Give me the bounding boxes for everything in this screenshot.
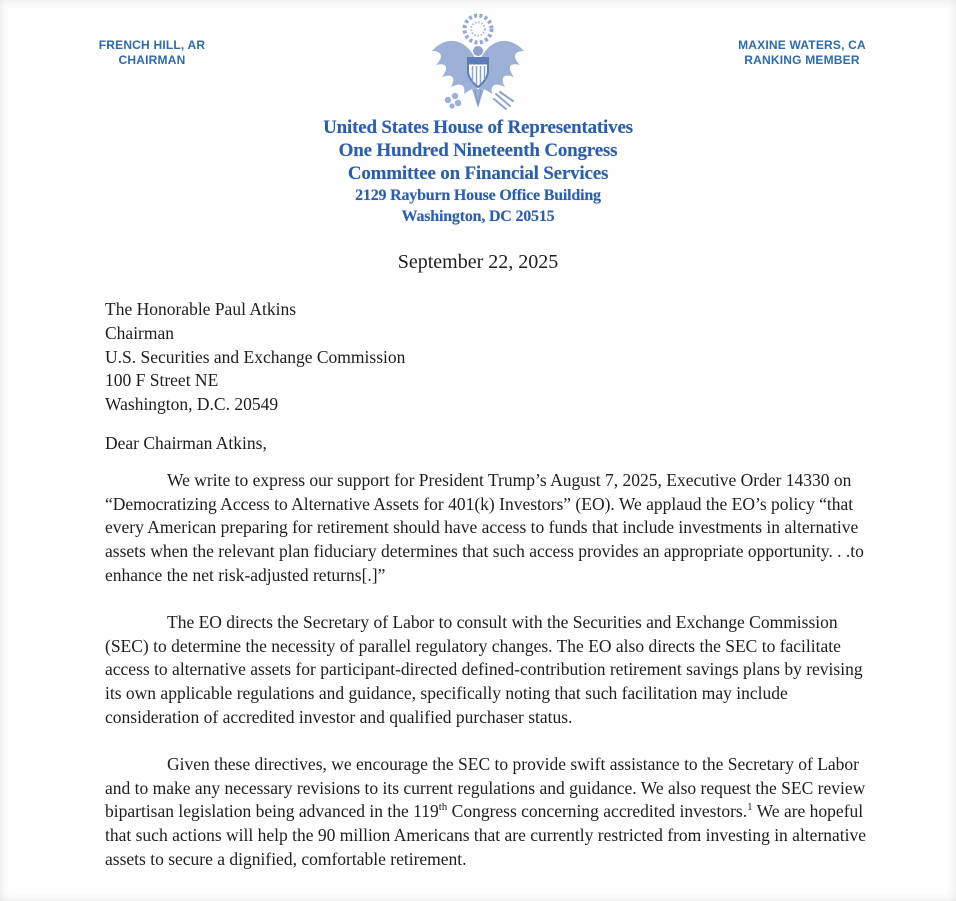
letterhead-line-congress: One Hundred Nineteenth Congress (338, 140, 618, 161)
recipient-org: U.S. Securities and Exchange Commission (105, 346, 406, 367)
letter-body (105, 469, 872, 872)
paragraph: Given these directives, we encourage the SEC to provide swift assistance to the Secretary of Labor and to make any necessary revisions to its current regulations and guidance. We also request the SEC review bipartisan legislation being advanced in the 119th Congress concerning accredited investors.$^1$ We are hopeful that such actions will help the 90 million Americans that are currently restricted from investing in alternative assets to secure a dignified, comfortable retirement. (105, 753, 867, 869)
recipient-street: 100 F Street NE (105, 370, 219, 391)
letterhead-line-building: 2129 Rayburn House Office Building (355, 187, 601, 204)
chairman-block (92, 38, 212, 68)
letter-date: September 22, 2025 (397, 251, 559, 273)
ranking-member-title: RANKING MEMBER (744, 53, 860, 67)
recipient-address (105, 298, 872, 417)
salutation: Dear Chairman Atkins, (105, 432, 267, 453)
chairman-name: FRENCH HILL, AR (98, 38, 206, 52)
paragraph: We write to express our support for President Trump’s August 7, 2025, Executive Order 14330 on “Democratizing Access to Alternative Assets for 401(k) Investors” (EO). We applaud the EO’s policy “that every American preparing for retirement should have access to funds that include investments in alternative assets when the relevant plan fiduciary determines that such access provides an appropriate opportunity. . .to enhance the net risk-adjusted returns[.]” (105, 469, 864, 585)
letterhead-line-institution: United States House of Representatives (323, 117, 633, 138)
letterhead-line-city: Washington, DC 20515 (401, 208, 555, 225)
paragraph: The EO directs the Secretary of Labor to consult with the Securities and Exchange Commission (SEC) to determine the necessity of parallel regulatory changes. The EO also directs the SEC to facilitate access to alternative assets for participant-directed defined-contribution retirement savings plans by revising its own applicable regulations and guidance, specifically noting that such facilitation may include consideration of accredited investor and qualified purchaser status. (105, 611, 863, 727)
recipient-title: Chairman (105, 322, 175, 343)
superscript-marker: th (438, 801, 448, 814)
great-seal-icon (425, 10, 531, 118)
chairman-title: CHAIRMAN (118, 53, 186, 67)
ranking-member-block (732, 38, 872, 68)
letterhead-line-committee: Committee on Financial Services (347, 163, 609, 184)
recipient-name: The Honorable Paul Atkins (105, 299, 297, 319)
recipient-city: Washington, D.C. 20549 (105, 394, 279, 415)
letterhead-text (0, 116, 956, 227)
letter-content (0, 298, 956, 872)
ranking-member-name: MAXINE WATERS, CA (738, 38, 866, 52)
superscript-marker: 1 (747, 801, 753, 814)
letterhead (0, 0, 956, 232)
